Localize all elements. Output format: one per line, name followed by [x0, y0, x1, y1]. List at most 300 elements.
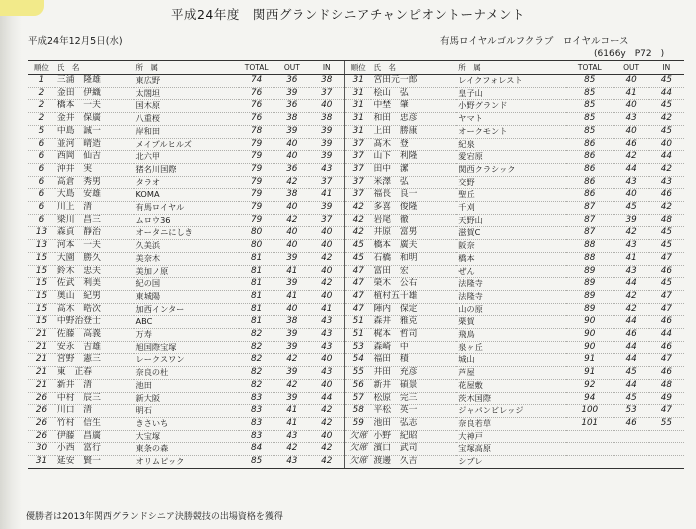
header-name-left: 氏 名	[55, 61, 134, 75]
right-total-cell: 90	[566, 341, 614, 354]
right-club-cell: 天野山	[456, 214, 566, 227]
left-name-cell: 梁川 昌三	[55, 214, 134, 227]
left-total-cell: 79	[239, 151, 274, 164]
left-in-cell: 39	[309, 202, 344, 215]
left-rank-cell: 6	[28, 151, 55, 164]
left-out-cell: 36	[274, 100, 309, 113]
left-club-cell: 岸和田	[134, 125, 240, 138]
header-rank-right: 順位	[345, 61, 372, 75]
right-out-cell: 53	[614, 405, 649, 418]
left-total-cell: 79	[239, 202, 274, 215]
right-in-cell: 40	[649, 138, 684, 151]
left-name-cell: 金田 伊織	[55, 87, 134, 100]
left-in-cell: 43	[309, 163, 344, 176]
left-club-cell: きさいち	[134, 417, 240, 430]
right-in-cell: 45	[649, 278, 684, 291]
right-total-cell: 88	[566, 240, 614, 253]
right-rank-cell: 54	[345, 354, 372, 367]
table-row	[28, 379, 684, 392]
left-name-cell: 新井 清	[55, 379, 134, 392]
right-in-cell: 48	[649, 214, 684, 227]
right-out-cell: 40	[614, 189, 649, 202]
left-in-cell: 37	[309, 176, 344, 189]
right-club-cell: 愛宕原	[456, 151, 566, 164]
right-rank-cell: 57	[345, 392, 372, 405]
left-in-cell: 40	[309, 290, 344, 303]
right-club-cell: 飛鳥	[456, 329, 566, 342]
right-in-cell: 46	[649, 316, 684, 329]
left-name-cell: 川上 清	[55, 202, 134, 215]
left-club-cell: ABC	[134, 316, 240, 329]
right-name-cell: 渡邊 久吉	[371, 456, 456, 469]
left-out-cell: 42	[274, 354, 309, 367]
left-rank-cell: 6	[28, 138, 55, 151]
left-club-cell: オータニにしき	[134, 227, 240, 240]
left-out-cell: 39	[274, 367, 309, 380]
right-name-cell: 平松 英一	[371, 405, 456, 418]
right-total-cell: 89	[566, 278, 614, 291]
left-club-cell: レークスワン	[134, 354, 240, 367]
right-out-cell: 44	[614, 354, 649, 367]
header-club-right: 所 属	[456, 61, 566, 75]
left-name-cell: 並河 晴造	[55, 138, 134, 151]
left-total-cell: 81	[239, 252, 274, 265]
left-club-cell: 東条の森	[134, 443, 240, 456]
header-out-left: OUT	[274, 61, 309, 75]
right-out-cell: 44	[614, 379, 649, 392]
table-row	[28, 290, 684, 303]
right-in-cell: 45	[649, 125, 684, 138]
table-row	[28, 430, 684, 443]
right-total-cell: 85	[566, 75, 614, 88]
left-total-cell: 76	[239, 113, 274, 126]
left-out-cell: 42	[274, 214, 309, 227]
right-out-cell: 39	[614, 214, 649, 227]
right-rank-cell: 31	[345, 125, 372, 138]
left-out-cell: 40	[274, 202, 309, 215]
right-rank-cell: 欠席	[345, 430, 372, 443]
right-rank-cell: 55	[345, 367, 372, 380]
left-club-cell: 美加ノ原	[134, 265, 240, 278]
left-club-cell: 久美浜	[134, 240, 240, 253]
table-row	[28, 303, 684, 316]
left-name-cell: 橋本 一夫	[55, 100, 134, 113]
results-body	[28, 75, 684, 469]
right-club-cell: 阪奈	[456, 240, 566, 253]
right-total-cell: 86	[566, 163, 614, 176]
right-in-cell: 55	[649, 417, 684, 430]
right-rank-cell: 37	[345, 176, 372, 189]
right-name-cell: 多喜 俊隆	[371, 202, 456, 215]
left-out-cell: 42	[274, 176, 309, 189]
right-out-cell: 44	[614, 278, 649, 291]
right-total-cell: 85	[566, 113, 614, 126]
right-total-cell: 85	[566, 100, 614, 113]
right-club-cell: 茨木国際	[456, 392, 566, 405]
table-row	[28, 138, 684, 151]
scan-edge-shadow	[0, 0, 22, 529]
left-name-cell: 中島 誠一	[55, 125, 134, 138]
left-rank-cell: 26	[28, 405, 55, 418]
right-rank-cell: 59	[345, 417, 372, 430]
header-in-left: IN	[309, 61, 344, 75]
right-club-cell: 法隆寺	[456, 278, 566, 291]
right-rank-cell: 42	[345, 227, 372, 240]
left-club-cell: 明石	[134, 405, 240, 418]
left-total-cell: 78	[239, 125, 274, 138]
right-total-cell: 86	[566, 189, 614, 202]
left-name-cell: 安永 吉雄	[55, 341, 134, 354]
left-in-cell: 40	[309, 430, 344, 443]
table-row	[28, 354, 684, 367]
right-in-cell: 47	[649, 303, 684, 316]
table-row	[28, 189, 684, 202]
right-in-cell: 48	[649, 379, 684, 392]
right-total-cell: 86	[566, 151, 614, 164]
left-total-cell: 81	[239, 265, 274, 278]
left-in-cell: 39	[309, 151, 344, 164]
right-out-cell: 45	[614, 202, 649, 215]
left-total-cell: 83	[239, 405, 274, 418]
left-rank-cell: 6	[28, 176, 55, 189]
right-out-cell: 46	[614, 138, 649, 151]
left-club-cell: 奈良の杜	[134, 367, 240, 380]
table-row	[28, 316, 684, 329]
table-row	[28, 151, 684, 164]
table-row	[28, 329, 684, 342]
left-name-cell: 宮野 憲三	[55, 354, 134, 367]
left-in-cell: 40	[309, 265, 344, 278]
left-in-cell: 42	[309, 456, 344, 469]
right-rank-cell: 45	[345, 252, 372, 265]
right-name-cell: 松原 完三	[371, 392, 456, 405]
table-row	[28, 252, 684, 265]
left-in-cell: 40	[309, 100, 344, 113]
right-in-cell: 42	[649, 113, 684, 126]
left-name-cell: 高木 晧次	[55, 303, 134, 316]
header-total-left: TOTAL	[239, 61, 274, 75]
right-total-cell: 91	[566, 354, 614, 367]
table-row	[28, 125, 684, 138]
left-total-cell: 82	[239, 341, 274, 354]
right-club-cell: 芦屋	[456, 367, 566, 380]
left-in-cell: 37	[309, 214, 344, 227]
right-name-cell: 陣内 保定	[371, 303, 456, 316]
right-out-cell: 42	[614, 303, 649, 316]
left-club-cell: 八重桜	[134, 113, 240, 126]
right-total-cell: 89	[566, 290, 614, 303]
left-out-cell: 39	[274, 341, 309, 354]
right-in-cell	[649, 430, 684, 443]
header-in-right: IN	[649, 61, 684, 75]
right-club-cell: 大神戸	[456, 430, 566, 443]
left-club-cell: 有馬ロイヤル	[134, 202, 240, 215]
left-name-cell: 沖井 実	[55, 163, 134, 176]
left-name-cell: 竹村 信生	[55, 417, 134, 430]
left-rank-cell: 21	[28, 354, 55, 367]
right-in-cell: 45	[649, 240, 684, 253]
left-in-cell: 38	[309, 113, 344, 126]
right-in-cell: 46	[649, 265, 684, 278]
left-out-cell: 39	[274, 87, 309, 100]
table-row	[28, 176, 684, 189]
left-total-cell: 81	[239, 278, 274, 291]
left-club-cell: 旭国際宝塚	[134, 341, 240, 354]
left-rank-cell: 26	[28, 417, 55, 430]
left-club-cell: 東城陽	[134, 290, 240, 303]
right-out-cell: 41	[614, 87, 649, 100]
right-club-cell: ぜん	[456, 265, 566, 278]
right-club-cell: 橋本	[456, 252, 566, 265]
left-rank-cell: 13	[28, 240, 55, 253]
right-club-cell: 宝塚高原	[456, 443, 566, 456]
right-total-cell: 87	[566, 227, 614, 240]
right-out-cell: 42	[614, 290, 649, 303]
right-in-cell: 43	[649, 176, 684, 189]
right-rank-cell: 47	[345, 278, 372, 291]
left-total-cell: 82	[239, 329, 274, 342]
left-club-cell: 猪名川国際	[134, 163, 240, 176]
left-name-cell: 大島 安雄	[55, 189, 134, 202]
right-out-cell	[614, 443, 649, 456]
right-total-cell: 86	[566, 176, 614, 189]
left-in-cell: 41	[309, 189, 344, 202]
table-row	[28, 227, 684, 240]
right-rank-cell: 47	[345, 265, 372, 278]
right-out-cell: 42	[614, 227, 649, 240]
table-row	[28, 113, 684, 126]
table-row	[28, 278, 684, 291]
right-name-cell: 濱口 武司	[371, 443, 456, 456]
left-total-cell: 82	[239, 367, 274, 380]
results-header-row	[28, 61, 684, 75]
table-row	[28, 100, 684, 113]
left-rank-cell: 15	[28, 252, 55, 265]
header-total-right: TOTAL	[566, 61, 614, 75]
left-total-cell: 79	[239, 214, 274, 227]
left-out-cell: 36	[274, 75, 309, 88]
right-name-cell: 中埜 肇	[371, 100, 456, 113]
left-name-cell: 森貞 靜治	[55, 227, 134, 240]
left-total-cell: 76	[239, 100, 274, 113]
table-row	[28, 265, 684, 278]
left-name-cell: 中野治登士	[55, 316, 134, 329]
right-name-cell: 井原 富男	[371, 227, 456, 240]
right-name-cell: 福田 積	[371, 354, 456, 367]
left-club-cell: 大宝塚	[134, 430, 240, 443]
results-table	[28, 60, 684, 469]
left-total-cell: 83	[239, 392, 274, 405]
right-total-cell: 85	[566, 125, 614, 138]
left-in-cell: 39	[309, 138, 344, 151]
table-row	[28, 202, 684, 215]
right-name-cell: 岩尾 徹	[371, 214, 456, 227]
right-name-cell: 宮田元一郎	[371, 75, 456, 88]
left-out-cell: 39	[274, 252, 309, 265]
left-rank-cell: 15	[28, 290, 55, 303]
left-rank-cell: 21	[28, 341, 55, 354]
right-name-cell: 新井 碩景	[371, 379, 456, 392]
right-in-cell: 46	[649, 189, 684, 202]
right-in-cell	[649, 443, 684, 456]
left-name-cell: 東 正春	[55, 367, 134, 380]
right-in-cell: 44	[649, 329, 684, 342]
left-rank-cell: 6	[28, 214, 55, 227]
left-rank-cell: 2	[28, 87, 55, 100]
left-name-cell: 金井 保廣	[55, 113, 134, 126]
left-name-cell: 中村 辰三	[55, 392, 134, 405]
left-rank-cell: 6	[28, 163, 55, 176]
right-club-cell: 法隆寺	[456, 290, 566, 303]
left-name-cell: 三浦 隆雄	[55, 75, 134, 88]
left-club-cell: 東広野	[134, 75, 240, 88]
left-in-cell: 42	[309, 443, 344, 456]
right-out-cell: 40	[614, 75, 649, 88]
left-rank-cell: 15	[28, 303, 55, 316]
right-rank-cell: 欠席	[345, 456, 372, 469]
left-name-cell: 佐藤 高義	[55, 329, 134, 342]
right-club-cell: 小野グランド	[456, 100, 566, 113]
right-club-cell: 聖丘	[456, 189, 566, 202]
right-rank-cell: 37	[345, 163, 372, 176]
right-club-cell: 滋賀C	[456, 227, 566, 240]
right-out-cell	[614, 456, 649, 469]
right-name-cell: 榮木 公右	[371, 278, 456, 291]
right-out-cell: 40	[614, 100, 649, 113]
footnote: 優勝者は2013年関西グランドシニア決勝競技の出場資格を獲得	[26, 512, 283, 522]
right-rank-cell: 31	[345, 75, 372, 88]
right-club-cell: 千刈	[456, 202, 566, 215]
right-out-cell: 44	[614, 341, 649, 354]
right-total-cell: 85	[566, 87, 614, 100]
right-club-cell: 泉ヶ丘	[456, 341, 566, 354]
left-name-cell: 伊藤 昌廣	[55, 430, 134, 443]
document-title: 平成24年度 関西グランドシニアチャンピオントーナメント	[170, 7, 526, 22]
left-rank-cell: 15	[28, 278, 55, 291]
left-rank-cell: 6	[28, 189, 55, 202]
left-name-cell: 小西 富行	[55, 443, 134, 456]
left-total-cell: 83	[239, 430, 274, 443]
left-rank-cell: 5	[28, 125, 55, 138]
left-out-cell: 36	[274, 163, 309, 176]
left-out-cell: 38	[274, 316, 309, 329]
right-club-cell: 紀泉	[456, 138, 566, 151]
right-in-cell: 46	[649, 341, 684, 354]
left-club-cell: 池田	[134, 379, 240, 392]
left-rank-cell: 15	[28, 316, 55, 329]
left-club-cell: 国木原	[134, 100, 240, 113]
header-name-right: 氏 名	[371, 61, 456, 75]
left-club-cell: 新大阪	[134, 392, 240, 405]
right-rank-cell: 51	[345, 316, 372, 329]
left-in-cell: 40	[309, 240, 344, 253]
left-total-cell: 79	[239, 163, 274, 176]
left-club-cell: 美奈木	[134, 252, 240, 265]
left-total-cell: 82	[239, 379, 274, 392]
left-out-cell: 41	[274, 265, 309, 278]
left-rank-cell: 6	[28, 202, 55, 215]
right-total-cell	[566, 430, 614, 443]
right-total-cell: 100	[566, 405, 614, 418]
right-rank-cell: 47	[345, 303, 372, 316]
left-name-cell: 西岡 仙吉	[55, 151, 134, 164]
left-in-cell: 42	[309, 405, 344, 418]
right-out-cell: 43	[614, 240, 649, 253]
left-total-cell: 81	[239, 290, 274, 303]
left-rank-cell: 2	[28, 113, 55, 126]
right-rank-cell: 45	[345, 240, 372, 253]
right-in-cell: 47	[649, 290, 684, 303]
right-total-cell	[566, 456, 614, 469]
right-total-cell: 91	[566, 367, 614, 380]
left-rank-cell: 15	[28, 265, 55, 278]
table-row	[28, 417, 684, 430]
right-rank-cell: 31	[345, 113, 372, 126]
left-in-cell: 38	[309, 75, 344, 88]
right-club-cell: 山の原	[456, 303, 566, 316]
left-name-cell: 鈴木 忠夫	[55, 265, 134, 278]
left-out-cell: 40	[274, 227, 309, 240]
right-out-cell: 45	[614, 392, 649, 405]
right-rank-cell: 42	[345, 202, 372, 215]
left-rank-cell: 26	[28, 430, 55, 443]
right-total-cell: 89	[566, 265, 614, 278]
right-club-cell: レイクフォレスト	[456, 75, 566, 88]
right-rank-cell: 47	[345, 290, 372, 303]
left-club-cell: 北六甲	[134, 151, 240, 164]
right-name-cell: 井田 充彦	[371, 367, 456, 380]
left-out-cell: 42	[274, 443, 309, 456]
left-rank-cell: 1	[28, 75, 55, 88]
left-out-cell: 39	[274, 125, 309, 138]
left-in-cell: 39	[309, 125, 344, 138]
left-club-cell: タラオ	[134, 176, 240, 189]
left-in-cell: 42	[309, 252, 344, 265]
left-rank-cell: 2	[28, 100, 55, 113]
right-name-cell: 植村五十雄	[371, 290, 456, 303]
right-out-cell: 46	[614, 417, 649, 430]
right-in-cell: 47	[649, 252, 684, 265]
left-out-cell: 40	[274, 303, 309, 316]
left-total-cell: 81	[239, 316, 274, 329]
right-club-cell: ヤマト	[456, 113, 566, 126]
left-in-cell: 43	[309, 316, 344, 329]
left-total-cell: 84	[239, 443, 274, 456]
right-club-cell: 城山	[456, 354, 566, 367]
right-out-cell: 41	[614, 252, 649, 265]
right-total-cell	[566, 443, 614, 456]
left-rank-cell: 21	[28, 367, 55, 380]
right-total-cell: 87	[566, 202, 614, 215]
table-row	[28, 75, 684, 88]
right-club-cell: シプレ	[456, 456, 566, 469]
left-out-cell: 39	[274, 392, 309, 405]
event-venue: 有馬ロイヤルゴルフクラブ ロイヤルコース	[440, 36, 629, 47]
left-rank-cell: 21	[28, 329, 55, 342]
left-total-cell: 82	[239, 354, 274, 367]
left-out-cell: 43	[274, 430, 309, 443]
right-in-cell: 45	[649, 227, 684, 240]
left-in-cell: 40	[309, 227, 344, 240]
table-row	[28, 163, 684, 176]
right-in-cell: 45	[649, 75, 684, 88]
right-out-cell	[614, 430, 649, 443]
left-out-cell: 40	[274, 138, 309, 151]
right-total-cell: 101	[566, 417, 614, 430]
right-in-cell: 46	[649, 367, 684, 380]
left-total-cell: 80	[239, 227, 274, 240]
right-out-cell: 42	[614, 151, 649, 164]
